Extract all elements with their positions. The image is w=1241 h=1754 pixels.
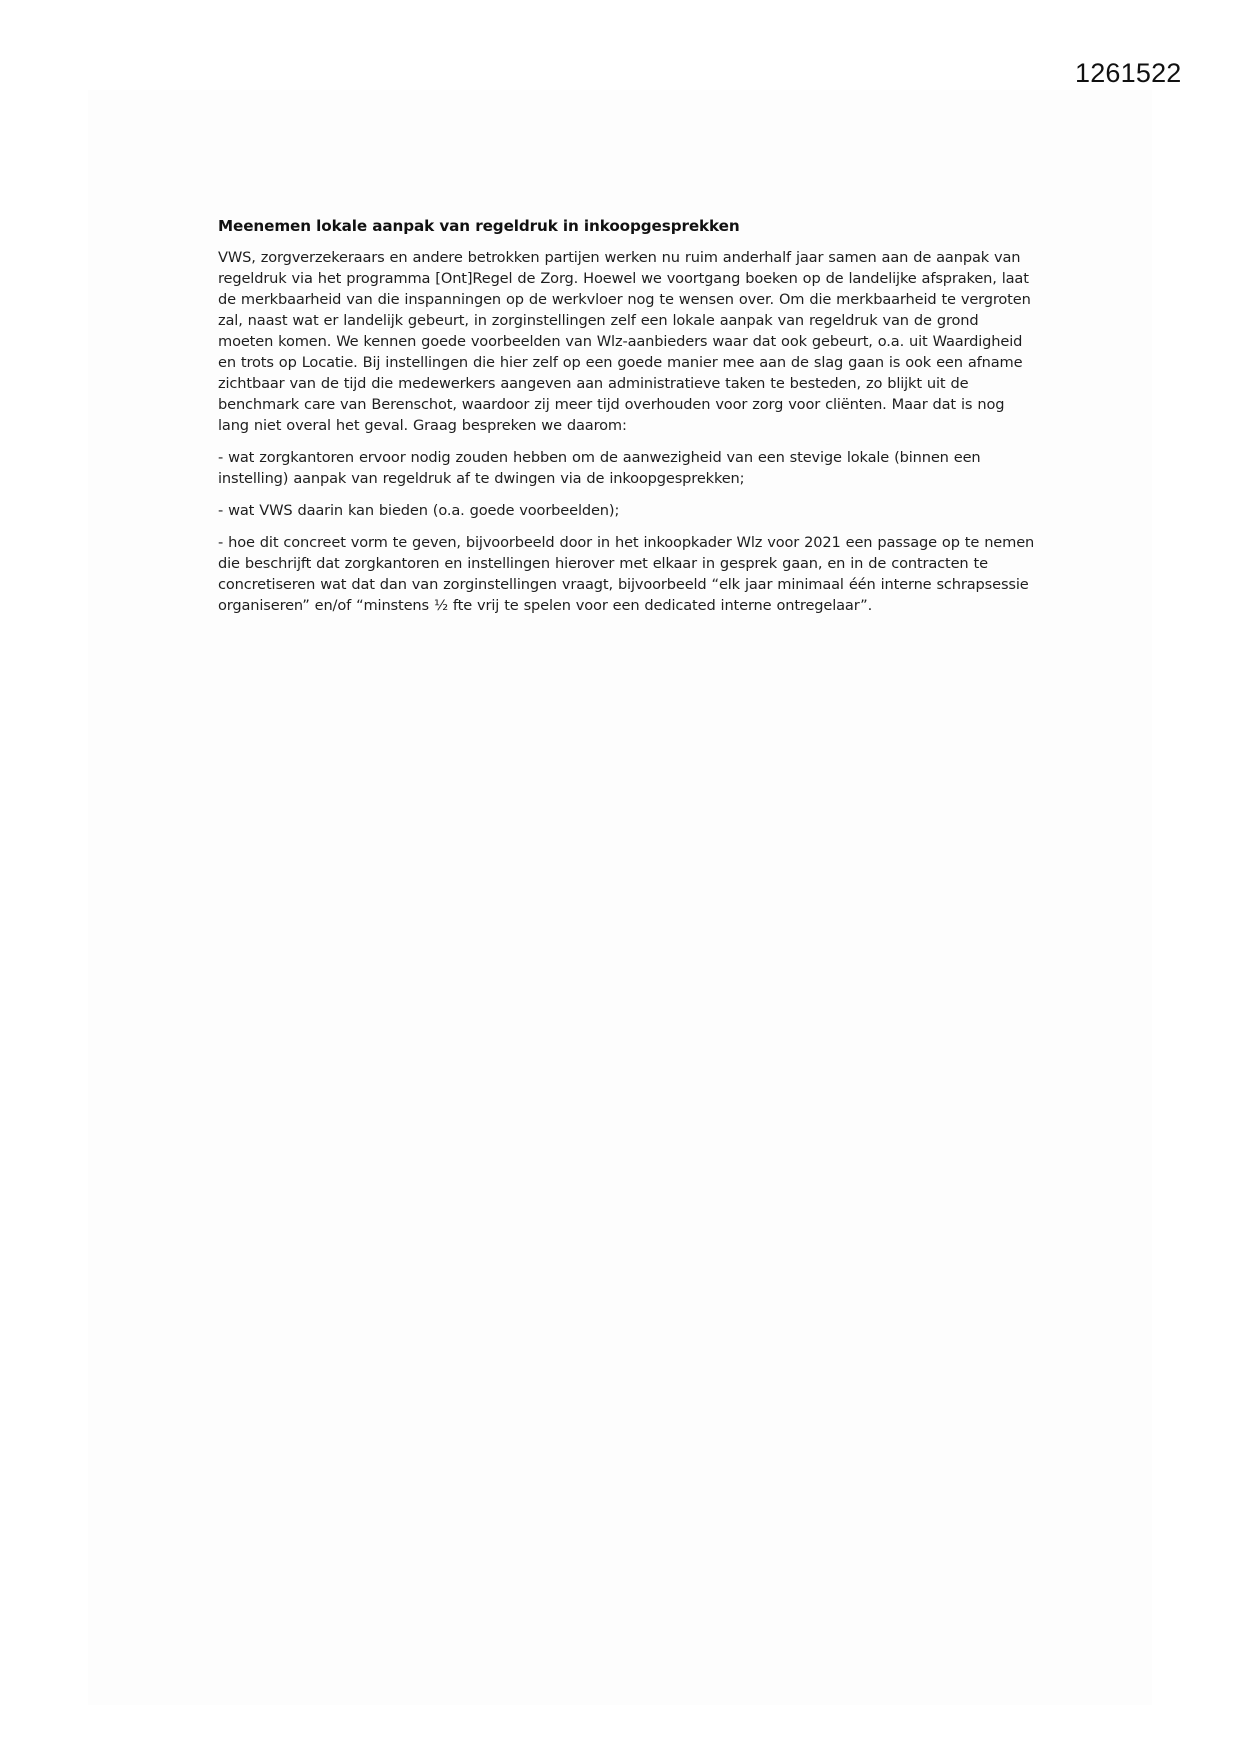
document-body <box>218 216 1038 627</box>
bullet-item: - wat VWS daarin kan bieden (o.a. goede voorbeelden); <box>218 502 620 519</box>
bullet-item: - wat zorgkantoren ervoor nodig zouden hebben om de aanwezigheid van een stevige lokale (binnen een instelling) aanpak van regeldruk af te dwingen via de inkoopgesprekken; <box>218 449 981 487</box>
document-number: 1261522 <box>1075 58 1182 88</box>
intro-paragraph: VWS, zorgverzekeraars en andere betrokken partijen werken nu ruim anderhalf jaar samen aan de aanpak van regeldruk via het programma [Ont]Regel de Zorg. Hoewel we voortgang boeken op de landelijke afspraken, laat de merkbaarheid van die inspanningen op de werkvloer nog te wensen over. Om die merkbaarheid te vergroten zal, naast wat er landelijk gebeurt, in zorginstellingen zelf een lokale aanpak van regeldruk van de grond moeten komen. We kennen goede voorbeelden van Wlz-aanbieders waar dat ook gebeurt, o.a. uit Waardigheid en trots op Locatie. Bij instellingen die hier zelf op een goede manier mee aan de slag gaan is ook een afname zichtbaar van de tijd die medewerkers aangeven aan administratieve taken te besteden, zo blijkt uit de benchmark care van Berenschot, waardoor zij meer tijd overhouden voor zorg voor cliënten. Maar dat is nog lang niet overal het geval. Graag bespreken we daarom: <box>218 249 1031 434</box>
bullet-item: - hoe dit concreet vorm te geven, bijvoorbeeld door in het inkoopkader Wlz voor 2021 een passage op te nemen die beschrijft dat zorgkantoren en instellingen hierover met elkaar in gesprek gaan, en in de contracten te concretiseren wat dat dan van zorginstellingen vraagt, bijvoorbeeld “elk jaar minimaal één interne schrapsessie organiseren” en/of “minstens ½ fte vrij te spelen voor een dedicated interne ontregelaar”. <box>218 534 1035 614</box>
section-heading: Meenemen lokale aanpak van regeldruk in inkoopgesprekken <box>218 217 740 235</box>
